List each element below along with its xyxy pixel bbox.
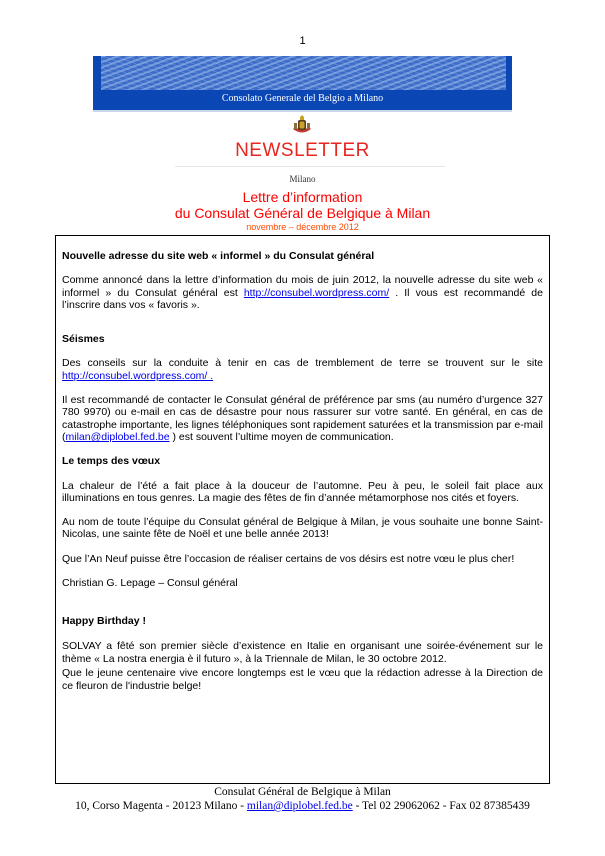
banner-title: Consolato Generale del Belgio a Milano (221, 93, 384, 104)
birthday-paragraph-1: SOLVAY a fêté son premier siècle d’existence en Italie en organisant une soirée-événement sur le thème « La nostra energia è il futuro », à la Triennale de Milan, le 30 octobre 2012. (62, 639, 543, 666)
website-link[interactable]: http://consubel.wordpress.com/ (243, 286, 390, 299)
section-heading-web: Nouvelle adresse du site web « informel » du Consulat général (62, 250, 375, 262)
page-number: 1 (299, 35, 306, 47)
title-divider (175, 166, 445, 167)
website-link-2[interactable]: http://consubel.wordpress.com/ . (62, 369, 214, 382)
footer-consulate-name: Consulat Général de Belgique à Milan (214, 786, 391, 798)
header-banner (93, 56, 512, 110)
voeux-paragraph-2: Au nom de toute l’équipe du Consulat général de Belgique à Milan, je vous souhaite une bonne Saint-Nicolas, une sainte fête de Noël et une belle année 2013! (62, 516, 543, 541)
section-heading-seismes: Séismes (62, 333, 105, 346)
banner-divider (93, 110, 512, 112)
birthday-paragraph-2: Que le jeune centenaire vive encore longtemps est le vœu que la rédaction adresse à la Direction de ce fleuron de l'industrie belge! (62, 666, 543, 693)
city-label: Milano (289, 174, 316, 184)
newsletter-title: NEWSLETTER (235, 140, 370, 161)
subtitle-line2: du Consulat Général de Belgique à Milan (174, 205, 431, 221)
text: ) est souvent l’ultime moyen de communication. (169, 430, 394, 443)
issue-period: novembre – décembre 2012 (246, 222, 359, 232)
footer-address: 10, Corso Magenta - 20123 Milano - (75, 800, 247, 812)
belgian-coat-of-arms-icon (290, 114, 314, 138)
text: . Il vous est recommandé de l’inscrire dans vos « favoris ». (62, 286, 543, 311)
web-paragraph (62, 274, 543, 311)
seismes-paragraph-2 (62, 394, 543, 443)
text: Des conseils sur la conduite à tenir en cas de tremblement de terre se trouvent sur le site (62, 357, 543, 370)
newsletter-content (55, 235, 550, 784)
footer-email-link[interactable]: milan@diplobel.fed.be (246, 800, 353, 812)
signature: Christian G. Lepage – Consul général (62, 577, 238, 590)
footer-phone-fax: - Tel 02 29062062 - Fax 02 87385439 (352, 800, 530, 812)
text: Comme annoncé dans la lettre d’information du mois de juin 2012, la nouvelle adresse du site web « informel » du Consulat général est (62, 274, 543, 299)
voeux-paragraph-3: Que l’An Neuf puisse être l’occasion de réaliser certains de vos désirs est notre vœu le plus cher! (62, 552, 515, 565)
section-heading-birthday: Happy Birthday ! (62, 615, 147, 628)
section-heading-voeux: Le temps des vœux (62, 455, 161, 468)
text: Il est recommandé de contacter le Consulat général de préférence par sms (au numéro d’urgence 327 780 9970) ou e-mail en cas de désastre pour nous rassurer sur votre santé. En général, en cas de catastrophe importante, les lignes téléphoniques sont rapidement saturées et la transmission par e-mail ( (62, 394, 543, 443)
voeux-paragraph-1: La chaleur de l’été a fait place à la douceur de l’automne. Peu à peu, le soleil fait place aux illuminations en tous genres. La magie des fêtes de fin d’année métamorphose nos cités et foyers. (62, 479, 543, 504)
footer-contact (0, 800, 605, 812)
banner-texture-image (101, 56, 506, 90)
email-link[interactable]: milan@diplobel.fed.be (65, 430, 170, 443)
subtitle-line1: Lettre d’information (242, 189, 363, 205)
seismes-paragraph-1 (62, 357, 543, 382)
